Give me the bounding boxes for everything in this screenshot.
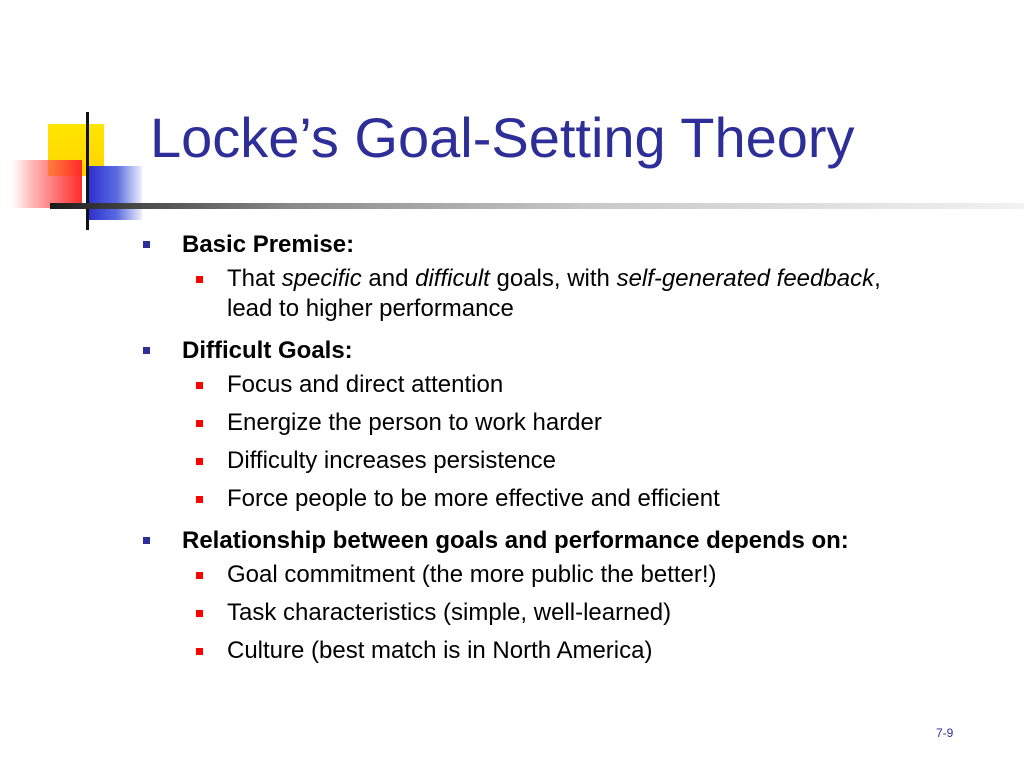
list-item [182, 484, 1000, 514]
section-heading: Relationship between goals and performance depends on: [182, 527, 849, 554]
bullet-list [140, 226, 1000, 666]
section-difficult-goals [140, 332, 1000, 514]
emphasis-text: difficult [415, 265, 490, 292]
list-item [182, 560, 1000, 590]
square-bullet-icon [196, 276, 203, 283]
square-bullet-icon [196, 382, 203, 389]
section-heading: Difficult Goals: [182, 337, 353, 364]
slide-title: Locke’s Goal-Setting Theory [150, 106, 855, 169]
square-bullet-icon [196, 420, 203, 427]
list-item [182, 408, 1000, 438]
list-item-text: Focus and direct attention [227, 371, 504, 398]
section-basic-premise [140, 226, 1000, 324]
section-heading: Basic Premise: [182, 231, 355, 258]
square-bullet-icon [196, 458, 203, 465]
square-bullet-icon [143, 347, 150, 354]
list-item [182, 636, 1000, 666]
text-segment: goals, with [489, 265, 617, 292]
list-item-text: Goal commitment (the more public the better!) [227, 561, 717, 588]
list-item [182, 370, 1000, 400]
list-item-text: Task characteristics (simple, well-learned) [227, 599, 672, 626]
page-number: 7-9 [936, 726, 954, 740]
list-item-text: Culture (best match is in North America) [227, 637, 653, 664]
red-gradient-shape [12, 160, 82, 208]
text-segment: That [227, 265, 282, 292]
sub-bullet-list [182, 370, 1000, 514]
list-item-text: Difficulty increases persistence [227, 447, 557, 474]
emphasis-text: self-generated feedback [616, 265, 875, 292]
sub-bullet-list [182, 560, 1000, 666]
square-bullet-icon [196, 648, 203, 655]
list-item-text: Force people to be more effective and efficient [227, 485, 720, 512]
square-bullet-icon [143, 537, 150, 544]
list-item-text: Energize the person to work harder [227, 409, 602, 436]
section-relationship [140, 522, 1000, 666]
square-bullet-icon [196, 496, 203, 503]
vertical-line-shape [86, 112, 89, 230]
text-segment: and [361, 265, 416, 292]
emphasis-text: specific [281, 265, 362, 292]
square-bullet-icon [143, 241, 150, 248]
square-bullet-icon [196, 572, 203, 579]
slide-body [140, 226, 1000, 674]
list-item [182, 446, 1000, 476]
list-item [182, 264, 1000, 324]
square-bullet-icon [196, 610, 203, 617]
sub-bullet-list [182, 264, 1000, 324]
list-item [182, 598, 1000, 628]
text-segment: , lead to higher performance [227, 265, 881, 322]
title-underline-divider [50, 203, 1024, 209]
premise-text [227, 264, 927, 324]
blue-gradient-shape [86, 166, 142, 220]
